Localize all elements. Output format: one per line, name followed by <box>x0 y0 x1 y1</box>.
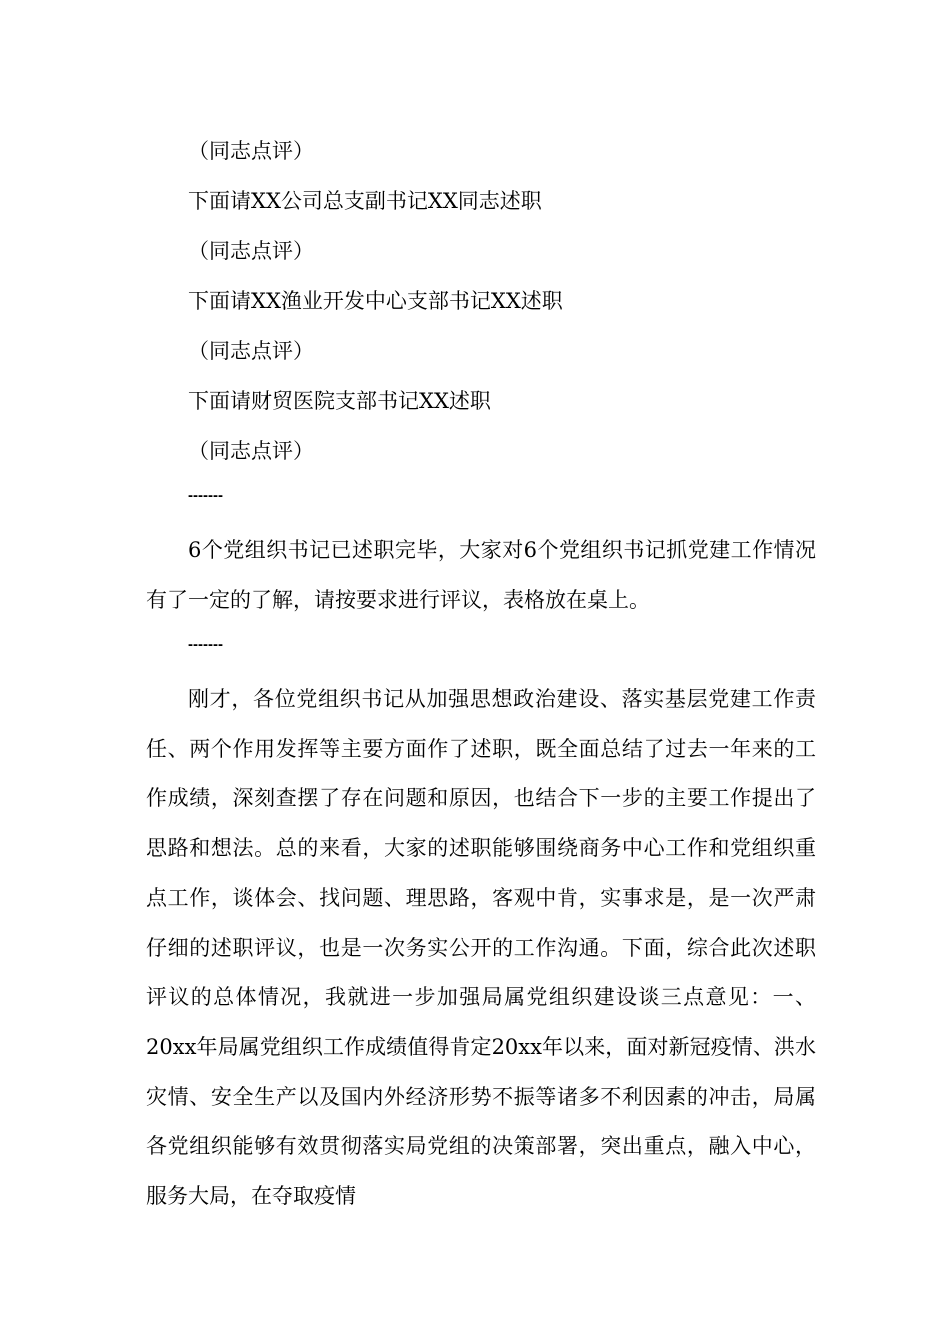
paragraph-2: 刚才，各位党组织书记从加强思想政治建设、落实基层党建工作责任、两个作用发挥等主要方面作了述职，既全面总结了过去一年来的工作成绩，深刻查摆了存在问题和原因，也结合下一步的主要工作提出了思路和想法。总的来看，大家的述职能够围绕商务中心工作和党组织重点工作，谈体会、找问题、理思路，客观中肯，实事求是，是一次严肃仔细的述职评议，也是一次务实公开的工作沟通。下面，综合此次述职评议的总体情况，我就进一步加强局属党组织建设谈三点意见：一、20xx年局属党组织工作成绩值得肯定20xx年以来，面对新冠疫情、洪水灾情、安全生产以及国内外经济形势不振等诸多不利因素的冲击，局属各党组织能够有效贯彻落实局党组的决策部署，突出重点，融入中心，服务大局，在夺取疫情 <box>146 687 816 1209</box>
speaker-line-1: 下面请XX公司总支副书记XX同志述职 <box>188 189 542 213</box>
separator-2: ------- <box>188 636 223 653</box>
comment-line-1: （同志点评） <box>188 139 314 163</box>
speaker-line-2: 下面请XX渔业开发中心支部书记XX述职 <box>188 289 563 313</box>
paragraph-1: 6个党组织书记已述职完毕，大家对6个党组织书记抓党建工作情况有了一定的了解，请按要求进行评议，表格放在桌上。 <box>146 538 816 612</box>
comment-line-4: （同志点评） <box>188 439 314 463</box>
comment-line-3: （同志点评） <box>188 339 314 363</box>
separator-1: ------- <box>188 487 223 504</box>
comment-line-2: （同志点评） <box>188 239 314 263</box>
speaker-line-3: 下面请财贸医院支部书记XX述职 <box>188 389 491 413</box>
